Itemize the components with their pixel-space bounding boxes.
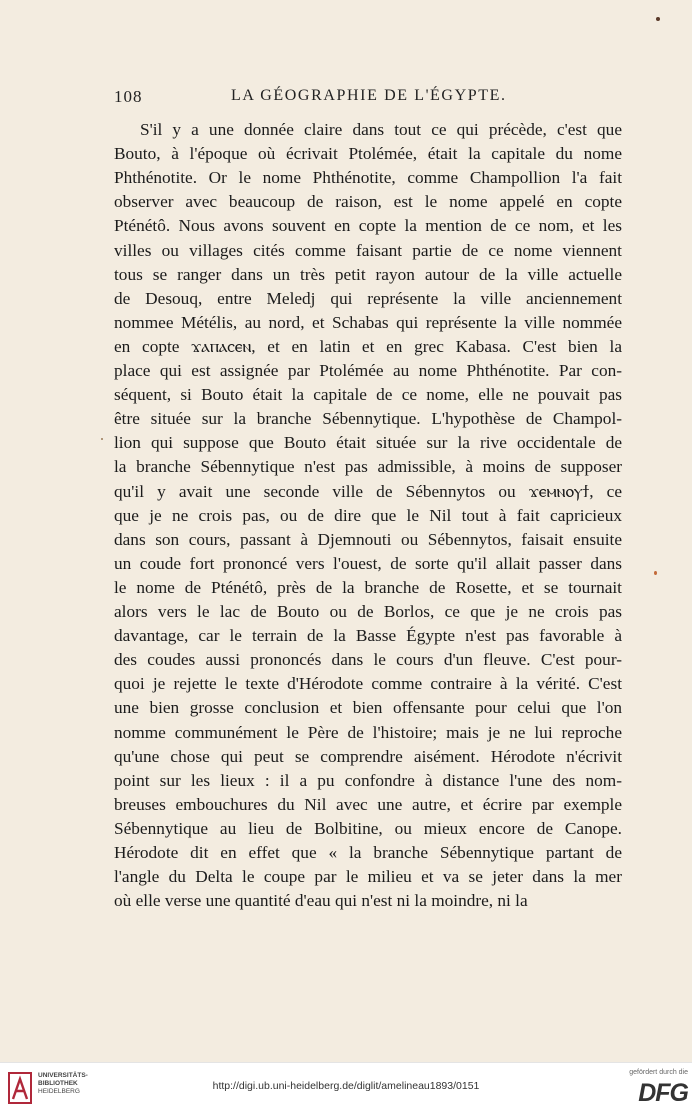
text-line: breuses embouchures du Nil avec une autre, et écrire par exemple	[114, 794, 622, 814]
text-line: Hérodote dit en effet que « la branche Sébennytique partant de	[114, 843, 622, 862]
viewer-footer	[0, 1062, 692, 1113]
text-line: le nome de Pténétô, près de la branche de Rosette, et se tournait	[114, 577, 622, 597]
text-line: alors vers le lac de Bouto ou de Borlos, ce que je ne crois pas	[114, 602, 622, 621]
text-line: de Desouq, entre Meledj qui représente la ville anciennement	[114, 288, 622, 308]
text-line: Phthénotite. Or le nome Phthénotite, comme Champollion l'a fait	[114, 168, 622, 188]
text-line: nomme communément le Père de l'histoire; mais je ne lui reproche	[114, 722, 622, 742]
text-line: observer avec beaucoup de raison, est le nome appelé en copte	[114, 192, 622, 212]
text-line: Sébennytique au lieu de Bolbitine, ou mieux encore de Canope.	[114, 818, 622, 838]
text-line: la branche Sébennytique n'est pas admissible, à moins de supposer	[114, 457, 622, 477]
text-line: dans son cours, passant à Djemnouti ou Sébennytos, faisait ensuite	[114, 529, 622, 549]
text-line: lion qui suppose que Bouto était située sur la rive occidentale de	[114, 433, 622, 453]
page-speck	[654, 571, 657, 575]
text-line: que je ne crois pas, ou de dire que le Nil tout à fait capricieux	[114, 505, 622, 525]
page-number: 108	[114, 87, 143, 106]
text-line: être située sur la branche Sébennytique. L'hypothèse de Champol-	[114, 409, 622, 429]
permalink-url[interactable]: http://digi.ub.uni-heidelberg.de/diglit/amelineau1893/0151	[212, 1080, 480, 1092]
text-line: où elle verse une quantité d'eau qui n'est ni la moindre, ni la	[114, 891, 528, 911]
text-line: nommee Métélis, au nord, et Schabas qui représente la ville nommée	[114, 312, 622, 332]
dfg-logo: DFG	[638, 1079, 688, 1107]
text-line: une bien grosse conclusion et bien offensante pour celui que l'on	[114, 698, 622, 718]
text-line: tous se ranger dans un très petit rayon autour de la ville actuelle	[114, 264, 622, 284]
text-line: S'il y a une donnée claire dans tout ce qui précède, c'est que	[140, 120, 622, 139]
text-line: place qui est assignée par Ptolémée au nome Phthénotite. Par con-	[114, 361, 622, 380]
text-line: davantage, car le terrain de la Basse Égypte n'est pas favorable à	[114, 626, 622, 646]
text-line: villes ou villages cités comme faisant partie de ce nome viennent	[114, 240, 622, 260]
text-line: l'angle du Delta le coupe par le milieu et va se jeter dans la mer	[114, 867, 622, 887]
text-line: qu'il y avait une seconde ville de Sébennytos ou ϫⲉⲙⲛⲟⲩϯ, ce	[114, 481, 622, 501]
library-name: UNIVERSITÄTS- BIBLIOTHEK HEIDELBERG	[38, 1072, 88, 1095]
text-line: quoi je rejette le texte d'Hérodote comme contraire à la vérité. C'est	[114, 674, 622, 694]
text-line: point sur les lieux : il a pu confondre à distance l'une des nom-	[114, 770, 622, 790]
text-line: Bouto, à l'époque où écrivait Ptolémée, était la capitale du nome	[114, 144, 622, 164]
text-line: en copte ϫⲁⲡⲁⲥⲉⲛ, et en latin et en grec Kabasa. C'est bien la	[114, 336, 622, 356]
text-line: des coudes aussi prononcés dans le cours d'un fleuve. C'est pour-	[114, 650, 622, 670]
text-line: un coude fort prononcé vers l'ouest, de sorte qu'il allait passer dans	[114, 553, 622, 573]
text-line: qu'une chose qui peut se comprendre aisément. Hérodote n'écrivit	[114, 746, 622, 766]
page-speck	[656, 17, 660, 21]
text-line: séquent, si Bouto était la capitale de ce nome, elle ne pouvait pas	[114, 385, 622, 405]
funding-caption: gefördert durch die	[629, 1069, 688, 1076]
running-head: LA GÉOGRAPHIE DE L'ÉGYPTE.	[231, 87, 507, 104]
text-line: Pténétô. Nous avons souvent en copte la mention de ce nom, et les	[114, 216, 622, 236]
page-speck	[101, 438, 103, 440]
